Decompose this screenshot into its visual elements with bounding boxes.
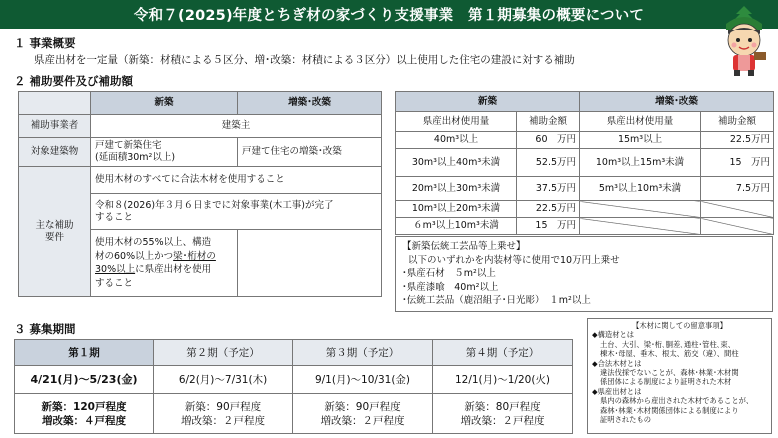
note-line: 県内の森林から産出された木材であることが、: [600, 396, 754, 406]
operator-label: 補助事業者: [19, 115, 91, 138]
page-title: 令和７(2025)年度とちぎ材の家づくり支援事業 第１期募集の概要について: [133, 8, 645, 24]
section2-heading: ２ 補助要件及び補助額: [14, 74, 134, 88]
requirement-deadline: 令和８(2026)年３月６日までに対象事業(木工事)が完了 すること: [91, 194, 382, 230]
wood-notes-box: [587, 318, 772, 434]
note-line: 係団体による制度により証明された木材: [600, 377, 732, 387]
building-new-line1: 戸建て新築住宅: [95, 140, 162, 151]
table-row-new-amount: 20m³以上30m³未満: [396, 177, 517, 201]
operator-value: 建築主: [91, 115, 382, 138]
page-title-bar: [0, 0, 778, 29]
table-row-new-amount: 40m³以上: [396, 132, 517, 149]
table-row-new-amount: 30m³以上40m³未満: [396, 149, 517, 177]
section3-heading: ３ 募集期間: [14, 322, 76, 336]
section1-body: 県産出材を一定量（新築：材積による５区分、増･改築：材積による３区分）以上使用した住宅の建設に対する補助: [34, 54, 575, 66]
empty-cell: [701, 201, 774, 218]
period-4-dates: 12/1(月)～1/20(火): [433, 366, 573, 394]
note-line: 森林･林業･木材関係団体による制度により: [600, 405, 739, 415]
section1-heading: １ 事業概要: [14, 36, 76, 50]
col-reno-header: 増築･改築: [238, 92, 382, 115]
table-row-reno-subsidy: 7.5万円: [701, 177, 774, 201]
table-row-new-amount: 10m³以上20m³未満: [396, 201, 517, 218]
empty-cell: [701, 218, 774, 235]
table-row-new-subsidy: 37.5万円: [517, 177, 580, 201]
requirement-local-wood: 使用木材の55%以上、構造 材の60%以上かつ梁･桁材の 30%以上に県産出材を使用 すること: [91, 230, 238, 297]
col-new-header: 新築: [91, 92, 238, 115]
table-row-new-amount: ６m³以上10m³未満: [396, 218, 517, 235]
subsidy-col-reno: 増築･改築: [580, 92, 774, 112]
period-1-dates: 4/21(月)～5/23(金): [15, 366, 154, 394]
notes-title: 【木材に関しての留意事項】: [632, 321, 727, 330]
table-row-reno-subsidy: 15 万円: [701, 149, 774, 177]
period-4-quota: 新築：80戸程度 増改築：２戸程度: [433, 394, 573, 434]
main-requirements-label: 主な補助 要件: [19, 167, 91, 297]
period-1-name: 第１期: [15, 340, 154, 366]
period-3-quota: 新築：90戸程度 増改築：２戸程度: [293, 394, 433, 434]
table-row-reno-amount: 10m³以上15m³未満: [580, 149, 701, 177]
note-line: 違法伐採でないことが、森林･林業･木材関: [600, 368, 739, 378]
table-row-reno-subsidy: 22.5万円: [701, 132, 774, 149]
sub-subsidy-new: 補助金額: [517, 112, 580, 132]
building-new-line2: (延面積30m²以上): [95, 152, 176, 163]
period-3-name: 第３期（予定）: [293, 340, 433, 366]
note-line: 土台、大引、梁･桁､胴差､通柱･管柱､束、: [600, 339, 735, 349]
requirement-legal-wood: 使用木材のすべてに合法木材を使用すること: [91, 167, 382, 194]
period-3-dates: 9/1(月)～10/31(金): [293, 366, 433, 394]
table-row-new-subsidy: 52.5万円: [517, 149, 580, 177]
traditional-craft-bonus-box: [395, 236, 773, 312]
period-2-name: 第２期（予定）: [154, 340, 293, 366]
building-new: [91, 138, 238, 167]
table-row-reno-amount: 15m³以上: [580, 132, 701, 149]
note-line: ◆県産出材とは: [592, 386, 642, 396]
empty-cell: [580, 201, 701, 218]
sub-subsidy-reno: 補助金額: [701, 112, 774, 132]
subsidy-col-new: 新築: [396, 92, 580, 112]
period-2-dates: 6/2(月)～7/31(木): [154, 366, 293, 394]
table-row-new-subsidy: 60 万円: [517, 132, 580, 149]
requirements-table: [18, 91, 382, 297]
empty-cell: [580, 218, 701, 235]
building-reno: 戸建て住宅の増築･改築: [238, 138, 382, 167]
note-line: ◆合法木材とは: [592, 358, 642, 368]
period-2-quota: 新築：90戸程度 増改築：２戸程度: [154, 394, 293, 434]
table-row-new-subsidy: 22.5万円: [517, 201, 580, 218]
mascot-character-icon: [716, 4, 772, 78]
sub-amount-reno: 県産出材使用量: [580, 112, 701, 132]
note-line: 証明されたもの: [600, 415, 652, 425]
note-line: 棟木･母屋、垂木、根太、筋交（違）、間柱: [600, 349, 739, 359]
table-row-new-subsidy: 15 万円: [517, 218, 580, 235]
recruitment-period-table: [14, 339, 573, 434]
note-line: ◆構造材とは: [592, 330, 635, 340]
bonus-intro: 以下のいずれかを内装材等に使用で10万円上乗せ: [408, 254, 620, 266]
bonus-item: ･県産漆喰 40m²以上: [402, 281, 499, 293]
sub-amount-new: 県産出材使用量: [396, 112, 517, 132]
period-4-name: 第４期（予定）: [433, 340, 573, 366]
table-row-reno-amount: 5m³以上10m³未満: [580, 177, 701, 201]
bonus-title: 【新築伝統工芸品等上乗せ】: [402, 241, 526, 252]
period-1-quota: 新築：120戸程度 増改築：４戸程度: [15, 394, 154, 434]
building-label: 対象建築物: [19, 138, 91, 167]
subsidy-amount-table: [395, 91, 774, 235]
bonus-item: ･伝統工芸品（鹿沼組子･日光彫） １m²以上: [402, 295, 591, 306]
bonus-item: ･県産石材 ５m²以上: [402, 268, 496, 279]
